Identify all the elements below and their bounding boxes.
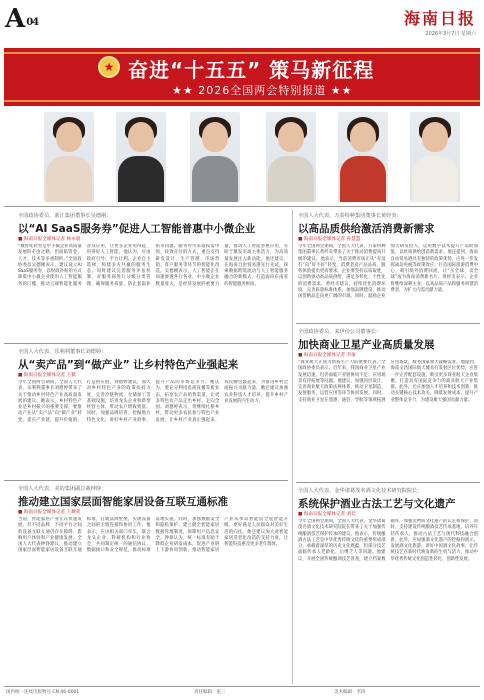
section-divider xyxy=(4,343,288,344)
footer-left: 国内统一连续出版物号 CN 46-0001 xyxy=(6,690,80,695)
article-headline: 推动建立国家层面智能家居设备互联互通标准 xyxy=(18,496,228,508)
footer-mid: 责任编辑：张三 xyxy=(194,690,226,695)
article-body: 今年全国两会期间，全国人大代表、金华诸葛茂名酒文化技术研究院院长带来了关于加强传统酿酒技艺保护传承的建议。他表示，传统酿酒古法工艺是中华优秀传统文化的重要组成部分，承载着深厚的历史文化底蕴，但部分技艺面临传承人老龄化、后继乏人等问题。他建议，开展全国传统酿酒技艺普查，建立档案数据库，加强非物质文化遗产的认定和保护。同时，支持建设传统酿酒技艺传承基地，培养年轻传承人，推动古法工艺与现代科技融合创新。此外，应加强酒文化遗产的挖掘和展示，发展酒文化旅游，讲好中国酒文化故事，让传统技艺在新时代焕发新的生机与活力，推动中华优秀传统文化创造性转化、创新性发展。 xyxy=(298,519,478,562)
article-byline: ■ 海南日报全媒体记者 杨永晨 xyxy=(18,237,81,242)
portrait-photo xyxy=(266,112,316,202)
article-headline: 加快商业卫星产业高质量发展 xyxy=(298,339,435,351)
article-body: “数智化转型是中小微企业高质量发展的必由之路，但面临资金、人才、技术等多重制约。”全国政协委员吴德刚表示，建议设立AI SaaS服务券，以财政补贴的方式降低中小微企业使用人工智能服务的门槛，推动云端智能化服务普及应用，让更多企业用得起、用得好人工智能。他认为，应由政府引导、平台让利、企业自主选择，构建多方共赢的服务生态。同时建议完善服务评估机制，对服务商进行分级分类管理，确保服务质量，防止套取补贴等问题。服务券可采取按需申领、按效兑付的方式，重点支持研发设计、生产管理、市场营销、客户服务等环节的智能化改造。吴德刚表示，人工智能正在加速渗透各行各业，中小微企业数量庞大，是经济发展的重要力量，推动人工智能普惠应用，有助于激发市场主体活力，为高质量发展注入新动能。他还建议，在海南自由贸易港先行先试，探索数据跨境流动与人工智能服务融合的新模式，打造面向东南亚的智能服务枢纽。 xyxy=(18,244,288,287)
article-body: 今年全国两会期间，全国人大代表、乐利利董事长刘德婷带来了关于推动乡村特色产业高质量发展的建议。她表示，乡村特色产业是乡村振兴的重要支撑，要推动产业从“卖产品”向“做产业”转变，延长产业链、提升价值链、打造供应链。刘德婷建议，加大对乡村特色产业的政策扶持力度，完善冷链物流、仓储加工等基础设施，培育龙头企业和新型经营主体，带动农户增收致富。同时，加强品牌培育，挖掘地方特色文化，讲好乡村产业故事，提升产品的市场竞争力。她认为，要充分利用电商直播等新业态，拓宽农产品销售渠道，让更多特色农产品走出乡村、走向全国。刘德婷表示，将继续扎根乡村，带动更多农民参与特色产业发展，让乡村产业真正强起来、农民腰包鼓起来，为推进乡村全面振兴贡献力量。她还建议加强农业科技人才培养，提升乡村产业发展的内生动力。 xyxy=(18,380,288,423)
article-byline: ■ 海南日报全媒体记者 李豪 xyxy=(298,353,356,358)
portrait-photo xyxy=(338,112,388,202)
column-divider xyxy=(292,210,293,684)
national-emblem-icon: ★ xyxy=(98,56,120,78)
article-kicker: 全国政协委员、浙江集团董事长吴德刚： xyxy=(18,213,112,219)
article-body: “商业航天正成为新质生产力的重要代表。”全国政协委员表示，近年来，我国商业卫星产业发展迅速，但仍面临产业链协同不足、应用场景有待拓展等问题。他建议，加强顶层设计，完善商业航天政策法规体系，推动卫星制造、发射服务、运营应用等环节协同发展。同时，支持商业卫星在遥感、通信、导航等领域拓展应用场景，服务国家重大战略需求。他提到，海南文昌国际航天城具有发射区位优势，应进一步完善配套设施，吸引更多商业航天企业集聚，打造具有国际竞争力的商业航天产业集群。此外，还应加强人才培养和技术创新，推动关键核心技术攻关，降低发射成本，提升产业整体竞争力，为建设航天强国贡献力量。 xyxy=(298,360,478,403)
portrait-photo xyxy=(190,112,240,202)
footer-right: 美术编辑：李四 xyxy=(334,690,366,695)
article-headline: 以高品质供给激活消费新需求 xyxy=(298,223,435,235)
page-footer xyxy=(4,686,480,696)
section-divider xyxy=(296,323,480,324)
banner-stripe xyxy=(4,100,480,102)
portrait-photo xyxy=(44,112,94,202)
section-divider xyxy=(296,482,480,483)
special-report-banner xyxy=(4,48,480,106)
article-headline: 以“AI SaaS服务券”促进人工智能普惠中小微企业 xyxy=(18,223,256,235)
article-byline: ■ 海南日报全媒体记者 刘佳 xyxy=(298,512,356,517)
masthead xyxy=(404,6,476,37)
article-body: 今年全国两会期间，全国人大代表、万泰特种集团董事长黄经炎带来了关于推动消费提质升级的建议。他表示，当前消费市场正从“有没有”向“好不好”转变，消费者对产品品质、服务体验提出更高要求。企业要坚持以质取胜，以创新驱动高品质供给，满足多样化、个性化的消费需求。黄经炎建议，持续优化消费环境，完善质量标准体系，加强品牌建设，推动国货精品走向更广阔的市场。同时，鼓励企业加大研发投入，运用数字技术提升产品附加值，以优质供给创造新需求。他还提到，海南自由贸易港具有独特的政策优势，应进一步发挥离岛免税等政策效应，打造国际旅游消费中心，吸引境外消费回流，让“买全球、卖全球”成为海南消费新名片。黄经炎表示，企业将继续深耕主业，以高品质产品和服务回馈消费者，为扩大内需贡献力量。 xyxy=(298,244,478,300)
article-headline: 从“卖产品”到“做产业” 让乡村特色产业强起来 xyxy=(18,359,239,371)
banner-subtitle: ★★ 2026全国两会特别报道 ★★ xyxy=(172,84,353,97)
page-header xyxy=(0,0,484,44)
article-body: 当前，智能家居产业正在快速发展，但不同品牌、不同平台之间的设备互联互通仍存在障碍，影响用户体验和产业健康发展。全国人大代表钟铮建议，推动建立国家层面智能家居设备互联互通标准，打破品牌壁垒，实现设备之间的无缝连接和协同工作。他表示，应由相关部门牵头，联合龙头企业、科研机构和行业协会，共同制定统一的通信协议、数据接口和安全规范，推动标准落地实施。同时，加强数据安全和隐私保护，建立健全智能家居数据管理制度，保障用户信息安全。钟铮认为，统一标准有助于降低企业研发成本，促进产业链上下游协同创新，推动智能家居产业从单品智能向全屋智能升级，更好满足人民群众对美好生活的向往。他还建议加大对智能家居适老化改造的支持力度，让智能科技惠及更多老年群体。 xyxy=(18,517,288,554)
article-kicker: 全国人大代表、美的集团副总裁钟铮： xyxy=(18,486,107,492)
portrait-photo xyxy=(116,112,166,202)
article-byline: ■ 海南日报全媒体记者 王薇 xyxy=(18,373,76,378)
article-byline: ■ 海南日报全媒体记者 王耀荣 xyxy=(18,510,81,515)
section-divider xyxy=(4,206,480,207)
section-divider xyxy=(4,480,288,481)
article-kicker: 全国政协委员、来伊份公司董事长： xyxy=(298,329,382,335)
banner-title: 奋进“十五五” 策马新征程 xyxy=(128,58,375,82)
page-number: A 04 xyxy=(5,4,39,34)
article-headline: 系统保护酒业古法工艺与文化遗产 xyxy=(298,498,456,510)
portrait-row xyxy=(4,112,480,204)
article-byline: ■ 海南日报全媒体记者 孙慧慧 xyxy=(298,237,361,242)
article-kicker: 全国人大代表、金华诸葛茂名酒文化技术研究院院长： xyxy=(298,488,423,494)
masthead-date: 2026年3月7日 星期六 xyxy=(425,31,476,37)
article-kicker: 全国人大代表、乐利利董事长刘德婷： xyxy=(18,349,107,355)
portrait-photo xyxy=(410,112,460,202)
article-kicker: 全国人大代表、万泰特种集团董事长黄经炎： xyxy=(298,213,402,219)
masthead-logo: 海南日报 xyxy=(403,9,476,28)
